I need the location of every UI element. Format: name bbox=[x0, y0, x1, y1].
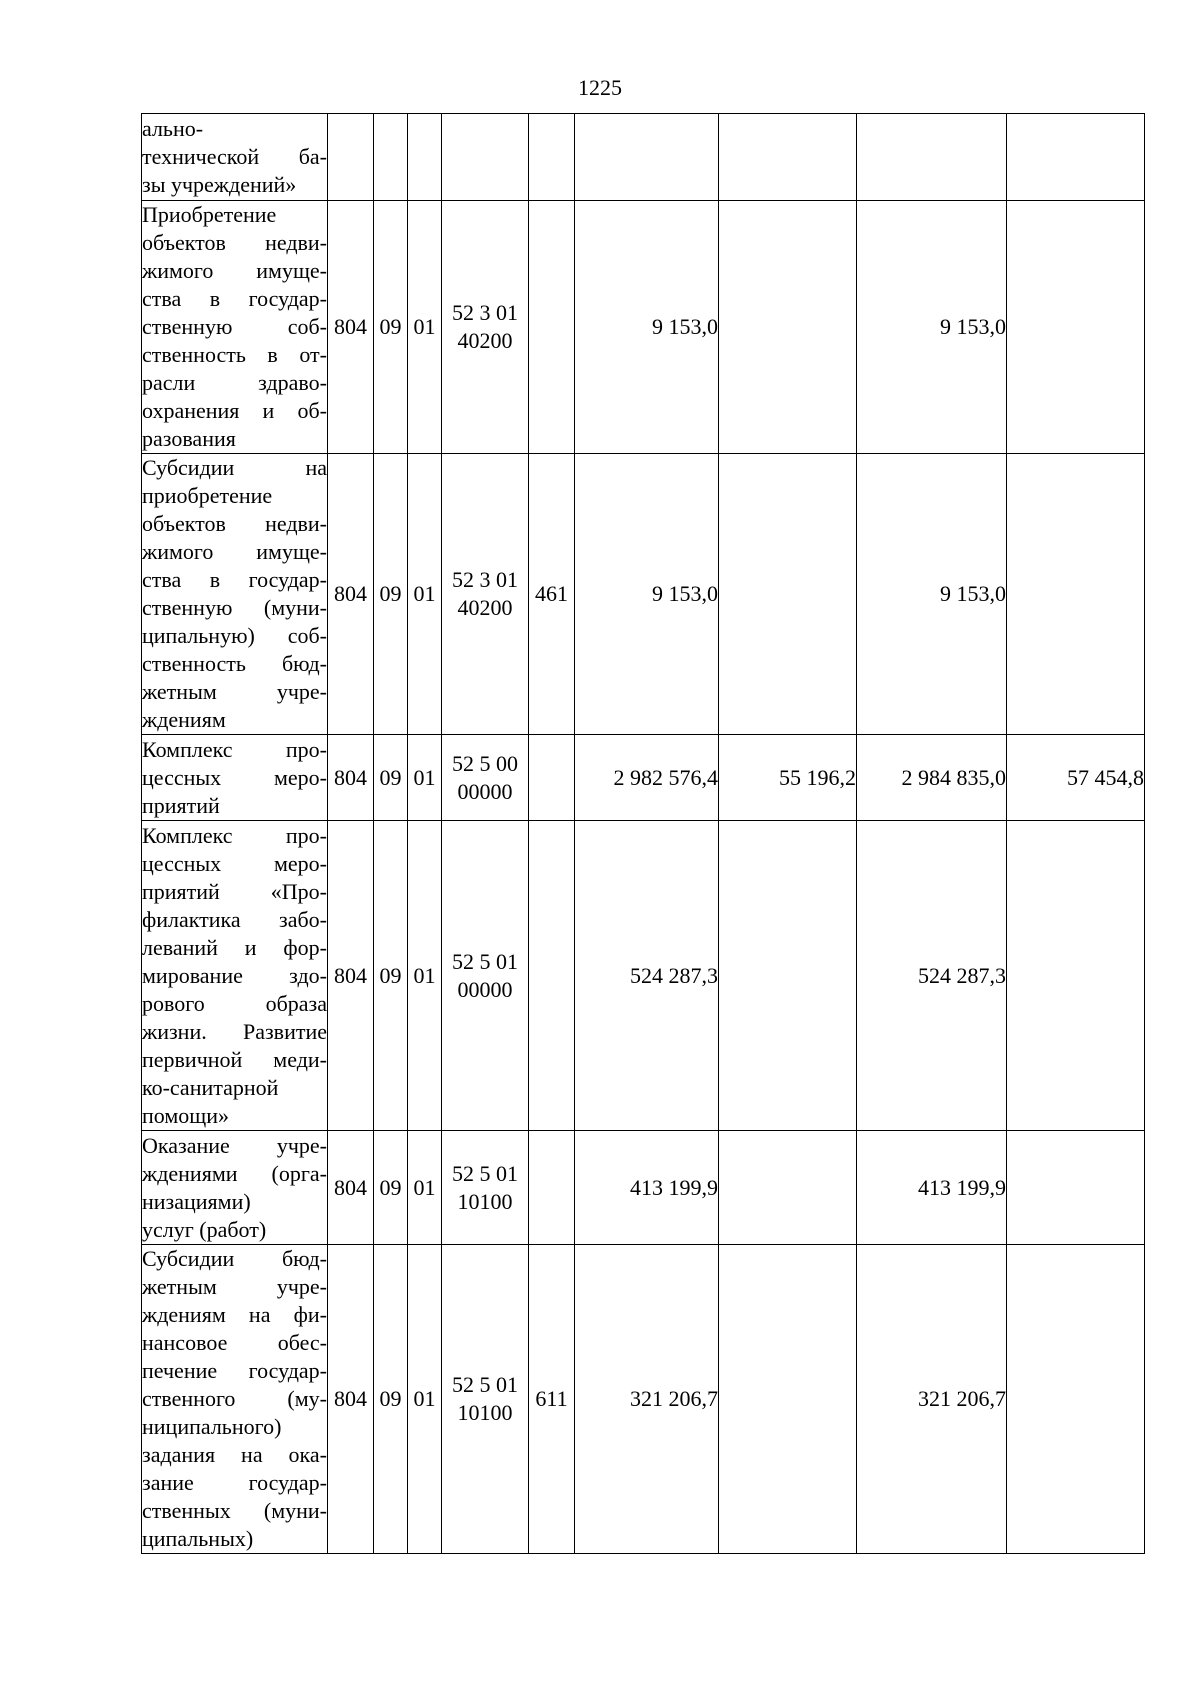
target-article-cell bbox=[442, 735, 529, 821]
section-code-cell: 09 bbox=[374, 735, 408, 821]
row-name-cell bbox=[142, 1131, 328, 1245]
amount-3-cell: 413 199,9 bbox=[857, 1131, 1007, 1245]
row-name-line: помощи» bbox=[142, 1102, 229, 1128]
row-name-line: низациями) bbox=[142, 1188, 251, 1214]
row-name-line: зание государ- bbox=[142, 1470, 327, 1495]
section-code-cell: 09 bbox=[374, 821, 408, 1131]
row-name-line: задания на ока- bbox=[142, 1442, 327, 1467]
amount-1-cell: 9 153,0 bbox=[575, 201, 719, 454]
expense-type-cell bbox=[529, 201, 575, 454]
target-article-line: 52 3 01 bbox=[452, 567, 518, 592]
amount-1-cell: 2 982 576,4 bbox=[575, 735, 719, 821]
row-name-line: технической ба- bbox=[142, 144, 327, 169]
row-name-line: жизни. Развитие bbox=[142, 1018, 327, 1044]
ministry-code-cell: 804 bbox=[328, 1131, 374, 1245]
table-row bbox=[142, 114, 1145, 201]
row-name-cell bbox=[142, 821, 328, 1131]
row-name-line: объектов недви- bbox=[142, 230, 327, 255]
amount-2-cell bbox=[719, 1131, 857, 1245]
amount-2-cell bbox=[719, 201, 857, 454]
amount-2-cell bbox=[719, 454, 857, 735]
row-name-line: цессных меро- bbox=[142, 850, 327, 876]
row-name-line: приятий bbox=[142, 792, 220, 818]
row-name-line: жетным учре- bbox=[142, 1274, 327, 1299]
table-row bbox=[142, 201, 1145, 454]
target-article-line: 52 5 01 bbox=[452, 1372, 518, 1397]
row-name-line: ственного (му- bbox=[142, 1386, 327, 1411]
amount-4-cell bbox=[1007, 1245, 1145, 1554]
ministry-code-cell: 804 bbox=[328, 1245, 374, 1554]
row-name-line: охранения и об- bbox=[142, 398, 327, 423]
row-name-cell bbox=[142, 454, 328, 735]
amount-4-cell bbox=[1007, 201, 1145, 454]
target-article-cell bbox=[442, 821, 529, 1131]
row-name-line: цессных меро- bbox=[142, 764, 327, 790]
row-name-line: филактика забо- bbox=[142, 906, 327, 932]
expense-type-cell: 461 bbox=[529, 454, 575, 735]
section-code-cell bbox=[374, 114, 408, 201]
target-article-line: 40200 bbox=[457, 595, 513, 620]
target-article-cell bbox=[442, 201, 529, 454]
page-number: 1225 bbox=[578, 75, 622, 100]
row-name-line: рового образа bbox=[142, 990, 327, 1016]
row-name-line: расли здраво- bbox=[142, 370, 327, 395]
amount-3-cell: 2 984 835,0 bbox=[857, 735, 1007, 821]
row-name-line: ко-санитарной bbox=[142, 1074, 279, 1100]
row-name-line: Субсидии бюд- bbox=[142, 1246, 327, 1271]
row-name-line: ственную (муни- bbox=[142, 595, 327, 620]
row-name-line: ципальных) bbox=[142, 1526, 254, 1551]
target-article-cell bbox=[442, 1131, 529, 1245]
row-name-line: ждениями (орга- bbox=[142, 1160, 327, 1186]
amount-1-cell: 321 206,7 bbox=[575, 1245, 719, 1554]
amount-1-cell: 524 287,3 bbox=[575, 821, 719, 1131]
ministry-code-cell bbox=[328, 114, 374, 201]
target-article-line: 40200 bbox=[457, 328, 513, 353]
row-name-line: ственных (муни- bbox=[142, 1498, 327, 1523]
row-name-line: услуг (работ) bbox=[142, 1216, 267, 1242]
row-name-line: жимого имуще- bbox=[142, 258, 327, 283]
row-name-line: Субсидии на bbox=[142, 455, 327, 480]
table-row bbox=[142, 821, 1145, 1131]
row-name-line: ждениям на фи- bbox=[142, 1302, 327, 1327]
expense-type-cell bbox=[529, 735, 575, 821]
amount-1-cell bbox=[575, 114, 719, 201]
row-name-line: ства в государ- bbox=[142, 286, 327, 311]
row-name-line: леваний и фор- bbox=[142, 934, 327, 960]
row-name-line: Комплекс про- bbox=[142, 736, 327, 762]
row-name-line: Приобретение bbox=[142, 202, 277, 227]
target-article-line: 10100 bbox=[457, 1188, 513, 1214]
amount-3-cell: 524 287,3 bbox=[857, 821, 1007, 1131]
target-article-line: 10100 bbox=[457, 1400, 513, 1425]
amount-4-cell: 57 454,8 bbox=[1007, 735, 1145, 821]
target-article-cell bbox=[442, 114, 529, 201]
row-name-line: ципальную) соб- bbox=[142, 623, 327, 648]
section-code-cell: 09 bbox=[374, 454, 408, 735]
row-name-line: ально- bbox=[142, 116, 204, 141]
row-name-line: нансовое обес- bbox=[142, 1330, 327, 1355]
row-name-line: ниципального) bbox=[142, 1414, 282, 1439]
row-name-line: ственность в от- bbox=[142, 342, 327, 367]
amount-2-cell bbox=[719, 1245, 857, 1554]
target-article-line: 52 5 01 bbox=[452, 1160, 518, 1186]
budget-table bbox=[141, 113, 1145, 1554]
row-name-line: Оказание учре- bbox=[142, 1132, 327, 1158]
target-article-cell bbox=[442, 454, 529, 735]
subsection-code-cell bbox=[408, 114, 442, 201]
subsection-code-cell: 01 bbox=[408, 1131, 442, 1245]
amount-4-cell bbox=[1007, 114, 1145, 201]
row-name-cell bbox=[142, 735, 328, 821]
target-article-line: 00000 bbox=[457, 976, 513, 1002]
row-name-line: жимого имуще- bbox=[142, 539, 327, 564]
row-name-cell bbox=[142, 114, 328, 201]
row-name-line: зы учреждений» bbox=[142, 172, 297, 197]
section-code-cell: 09 bbox=[374, 1131, 408, 1245]
expense-type-cell bbox=[529, 1131, 575, 1245]
target-article-line: 00000 bbox=[457, 778, 513, 804]
amount-4-cell bbox=[1007, 1131, 1145, 1245]
target-article-line: 52 5 01 bbox=[452, 948, 518, 974]
section-code-cell: 09 bbox=[374, 1245, 408, 1554]
amount-1-cell: 9 153,0 bbox=[575, 454, 719, 735]
amount-4-cell bbox=[1007, 821, 1145, 1131]
row-name-cell bbox=[142, 201, 328, 454]
ministry-code-cell: 804 bbox=[328, 454, 374, 735]
row-name-line: приятий «Про- bbox=[142, 878, 327, 904]
subsection-code-cell: 01 bbox=[408, 201, 442, 454]
amount-1-cell: 413 199,9 bbox=[575, 1131, 719, 1245]
expense-type-cell bbox=[529, 821, 575, 1131]
amount-3-cell: 9 153,0 bbox=[857, 201, 1007, 454]
table-row bbox=[142, 454, 1145, 735]
subsection-code-cell: 01 bbox=[408, 735, 442, 821]
row-name-line: разования bbox=[142, 426, 236, 451]
section-code-cell: 09 bbox=[374, 201, 408, 454]
subsection-code-cell: 01 bbox=[408, 454, 442, 735]
subsection-code-cell: 01 bbox=[408, 821, 442, 1131]
row-name-line: приобретение bbox=[142, 483, 273, 508]
row-name-line: первичной меди- bbox=[142, 1046, 327, 1072]
row-name-line: мирование здо- bbox=[142, 962, 327, 988]
row-name-line: Комплекс про- bbox=[142, 822, 327, 848]
row-name-line: ственную соб- bbox=[142, 314, 327, 339]
amount-3-cell bbox=[857, 114, 1007, 201]
ministry-code-cell: 804 bbox=[328, 821, 374, 1131]
target-article-line: 52 5 00 bbox=[452, 750, 518, 776]
row-name-line: ства в государ- bbox=[142, 567, 327, 592]
row-name-cell bbox=[142, 1245, 328, 1554]
amount-4-cell bbox=[1007, 454, 1145, 735]
amount-3-cell: 321 206,7 bbox=[857, 1245, 1007, 1554]
row-name-line: ственность бюд- bbox=[142, 651, 327, 676]
table-row bbox=[142, 1245, 1145, 1554]
amount-2-cell: 55 196,2 bbox=[719, 735, 857, 821]
row-name-line: объектов недви- bbox=[142, 511, 327, 536]
row-name-line: ждениям bbox=[142, 707, 226, 732]
amount-3-cell: 9 153,0 bbox=[857, 454, 1007, 735]
ministry-code-cell: 804 bbox=[328, 735, 374, 821]
amount-2-cell bbox=[719, 821, 857, 1131]
amount-2-cell bbox=[719, 114, 857, 201]
table-row bbox=[142, 1131, 1145, 1245]
target-article-line: 52 3 01 bbox=[452, 300, 518, 325]
subsection-code-cell: 01 bbox=[408, 1245, 442, 1554]
target-article-cell bbox=[442, 1245, 529, 1554]
expense-type-cell bbox=[529, 114, 575, 201]
table-row bbox=[142, 735, 1145, 821]
row-name-line: жетным учре- bbox=[142, 679, 327, 704]
row-name-line: печение государ- bbox=[142, 1358, 327, 1383]
expense-type-cell: 611 bbox=[529, 1245, 575, 1554]
ministry-code-cell: 804 bbox=[328, 201, 374, 454]
